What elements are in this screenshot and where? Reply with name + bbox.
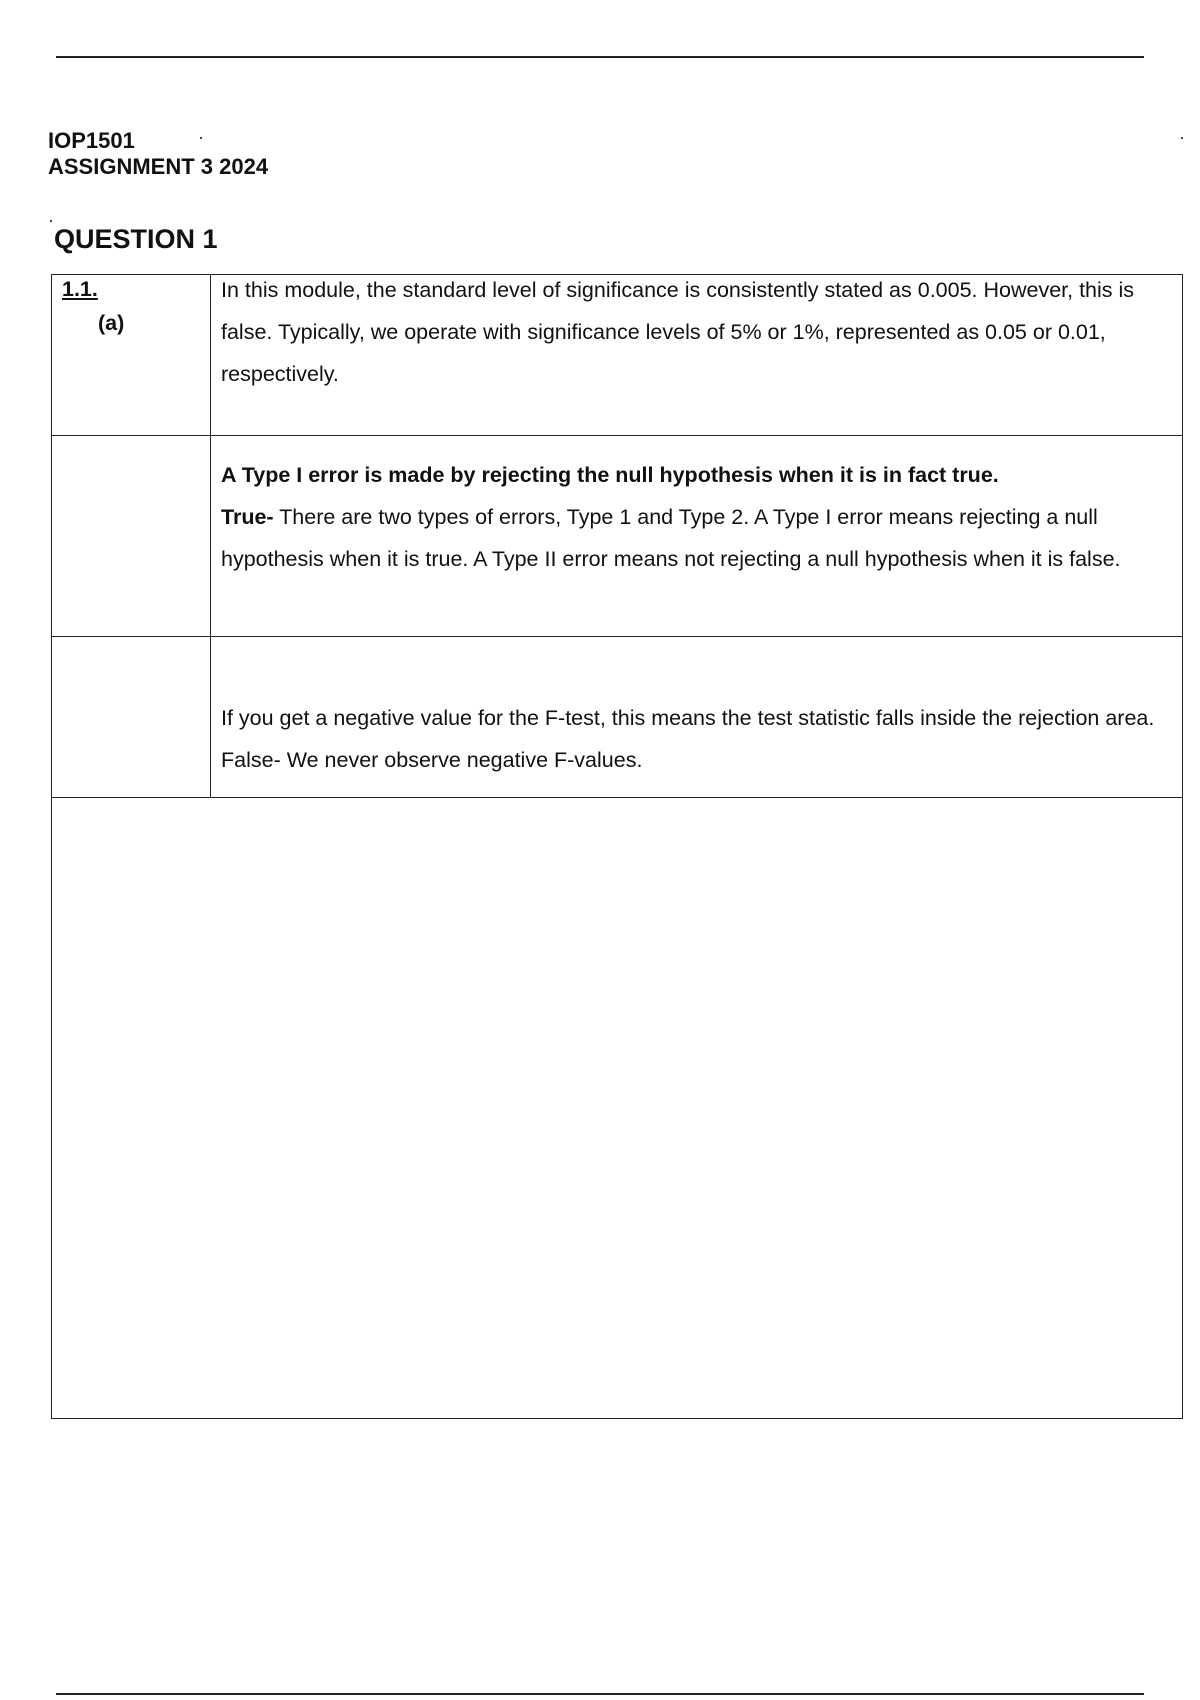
question-part: (a) <box>98 311 125 335</box>
label-cell <box>52 637 211 798</box>
answer-statement: A Type I error is made by rejecting the null hypothesis when it is in fact true. <box>221 463 999 487</box>
top-rule <box>56 56 1144 58</box>
label-cell <box>52 275 211 436</box>
answer-cell <box>211 275 1183 436</box>
answer-verdict: True- <box>221 505 274 529</box>
scan-speck <box>200 137 202 139</box>
answer-body <box>221 436 1170 580</box>
answer-cell <box>211 637 1183 798</box>
answer-text: If you get a negative value for the F-test, this means the test statistic falls inside the rejection area. False- We never observe negative F-values. <box>221 706 1155 772</box>
answer-cell <box>211 436 1183 637</box>
table-row <box>52 637 1183 798</box>
document-header <box>48 128 268 180</box>
bottom-rule <box>56 1693 1144 1695</box>
scan-speck <box>1181 137 1183 139</box>
answer-text: In this module, the standard level of significance is consistently stated as 0.005. However, this is false. Typically, we operate with significance levels of 5% or 1%, represented as 0.05 or 0.01, respectively. <box>221 278 1135 386</box>
scan-speck <box>50 220 52 222</box>
table-row <box>52 436 1183 637</box>
question-number: 1.1. <box>62 277 98 301</box>
label-cell <box>52 436 211 637</box>
empty-answer-cell <box>52 798 1183 1419</box>
assignment-title: ASSIGNMENT 3 2024 <box>48 154 269 179</box>
answer-explanation: There are two types of errors, Type 1 and Type 2. A Type I error means rejecting a null hypothesis when it is true. A Type II error means not rejecting a null hypothesis when it is false. <box>221 505 1121 571</box>
answer-table <box>51 274 1183 1419</box>
table-row <box>52 275 1183 436</box>
empty-answer-row <box>52 798 1183 1419</box>
course-code: IOP1501 <box>48 128 135 153</box>
question-title: QUESTION 1 <box>54 224 218 254</box>
